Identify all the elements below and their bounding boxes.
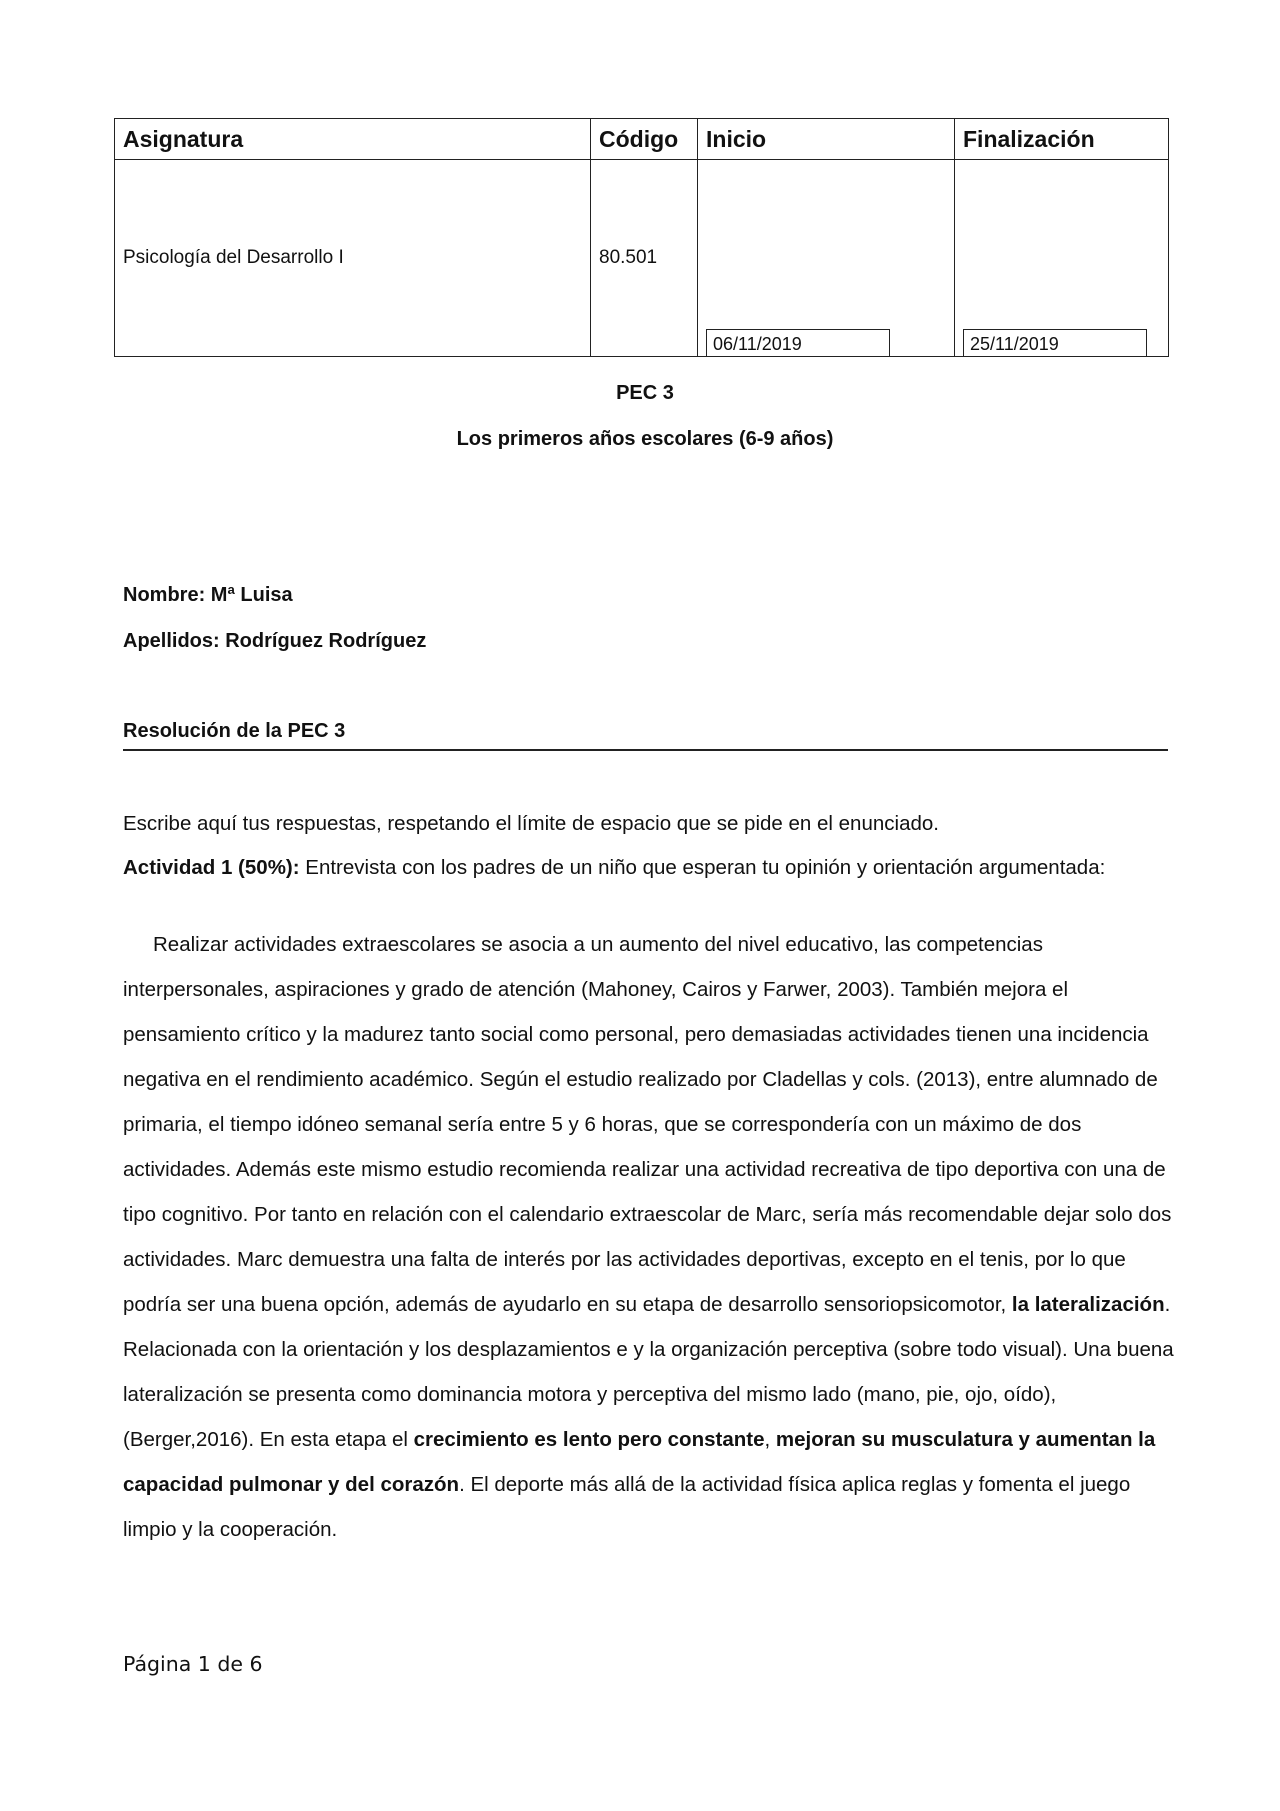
header-code: Código: [591, 119, 698, 160]
start-cell: [698, 160, 955, 357]
activity-label: Actividad 1 (50%):: [123, 856, 300, 879]
instruction-text: Escribe aquí tus respuestas, respetando el límite de espacio que se pide en el enunciado.: [123, 812, 939, 835]
resolution-heading: Resolución de la PEC 3: [123, 720, 1168, 751]
pec-title: PEC 3: [616, 382, 674, 404]
header-end: Finalización: [955, 119, 1169, 160]
answer-text-3: ,: [764, 1428, 776, 1451]
student-surname: Apellidos: Rodríguez Rodríguez: [123, 630, 427, 652]
answer-bold-2: crecimiento es lento pero constante: [413, 1428, 765, 1451]
student-name: Nombre: Mª Luisa: [123, 584, 293, 606]
answer-text-1: Realizar actividades extraescolares se asocia a un aumento del nivel educativo, las competencias interpersonales, aspiraciones y grado de atención (Mahoney, Cairos y Farwer, 2003). También mejora el pensamiento crítico y la madurez tanto social como personal, pero demasiadas actividades tienen una incidencia negativa en el rendimiento académico. Según el estudio realizado por Cladellas y cols. (2013), entre alumnado de primaria, el tiempo idóneo semanal sería entre 5 y 6 horas, que se correspondería con un máximo de dos actividades. Además este mismo estudio recomienda realizar una actividad recreativa de tipo deportiva con una de tipo cognitivo. Por tanto en relación con el calendario extraescolar de Marc, sería más recomendable dejar solo dos actividades. Marc demuestra una falta de interés por las actividades deportivas, excepto en el tenis, por lo que podría ser una buena opción, además de ayudarlo en su etapa de desarrollo sensoriopsicomotor,: [123, 933, 1172, 1316]
answer-text-4: . El deporte más allá de la actividad física aplica reglas y fomenta el juego limpio y la cooperación.: [123, 1473, 1131, 1541]
answer-bold-3: mejoran su musculatura y aumentan la capacidad pulmonar y del corazón: [123, 1428, 1156, 1496]
subject-cell: Psicología del Desarrollo I: [115, 160, 591, 357]
header-start: Inicio: [698, 119, 955, 160]
activity-line: [123, 856, 1105, 880]
answer-paragraph: [123, 922, 1183, 1552]
header-subject: Asignatura: [115, 119, 591, 160]
code-cell: 80.501: [591, 160, 698, 357]
answer-text-2: . Relacionada con la orientación y los desplazamientos e y la organización perceptiva (sobre todo visual). Una buena lateralización se presenta como dominancia motora y perceptiva del mismo lado (mano, pie, ojo, oído), (Berger,2016). En esta etapa el: [123, 1293, 1174, 1451]
page-number: Página 1 de 6: [123, 1652, 263, 1676]
table-row: [115, 160, 1169, 357]
pec-subtitle: Los primeros años escolares (6-9 años): [456, 428, 834, 450]
table-header-row: [115, 119, 1169, 160]
answer-bold-1: la lateralización: [1011, 1293, 1165, 1316]
start-date-field[interactable]: 06/11/2019: [706, 329, 890, 356]
subject-info-table: [114, 118, 1169, 357]
end-date-field[interactable]: 25/11/2019: [963, 329, 1147, 356]
activity-text: Entrevista con los padres de un niño que esperan tu opinión y orientación argumentada:: [299, 856, 1106, 879]
end-cell: [955, 160, 1169, 357]
